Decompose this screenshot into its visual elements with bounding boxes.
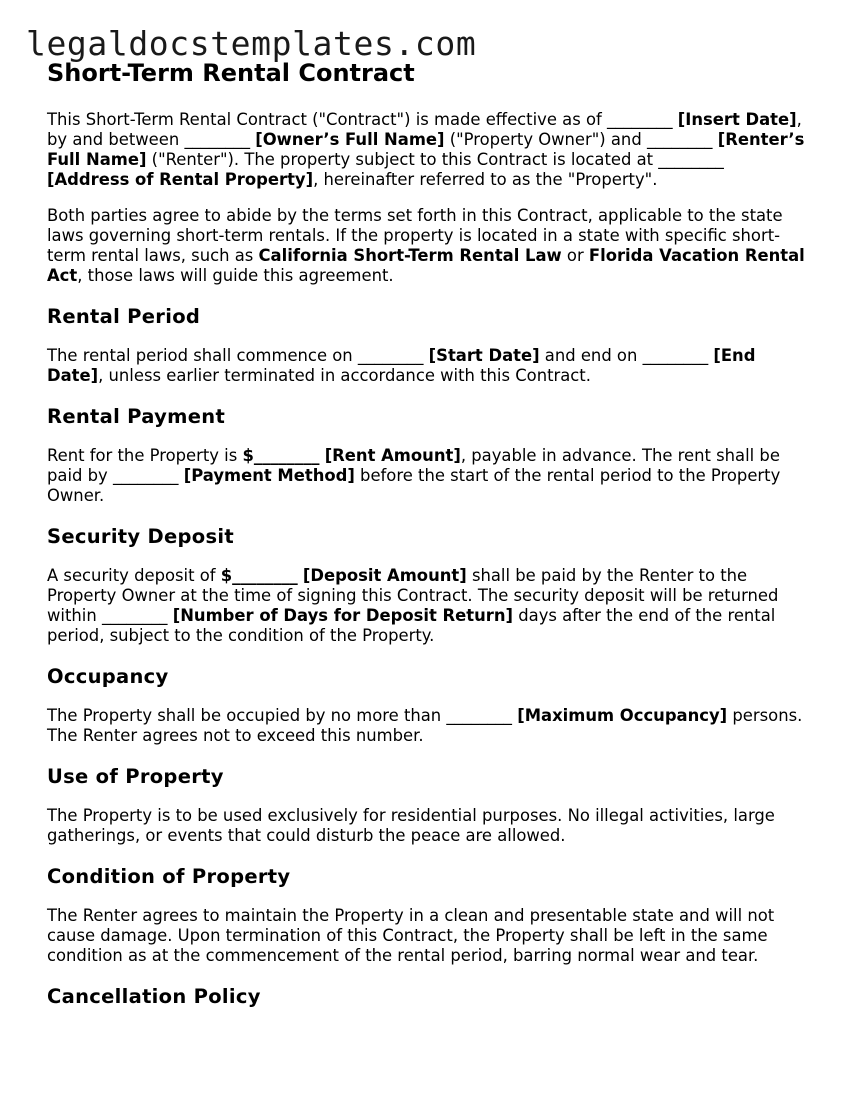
- section-cancellation-policy: [47, 984, 807, 1010]
- end-date-field: [End Date]: [47, 346, 756, 385]
- rent-amount-blank: $________: [242, 446, 320, 465]
- use-of-property-paragraph: The Property is to be used exclusively for residential purposes. No illegal activities, large gatherings, or events that could disturb the peace are allowed.: [47, 806, 775, 845]
- date-blank: ________: [606, 110, 673, 129]
- renter-name-blank: ________: [646, 130, 713, 149]
- max-occupancy-field: [Maximum Occupancy]: [517, 706, 728, 725]
- florida-law-name: Florida Vacation Rental Act: [47, 246, 805, 285]
- california-law-name: California Short-Term Rental Law: [258, 246, 562, 265]
- section-rental-period: [47, 304, 807, 386]
- address-blank: ________: [658, 150, 724, 169]
- address-field: [Address of Rental Property]: [47, 170, 314, 189]
- payment-method-blank: ________: [112, 466, 179, 485]
- section-use-of-property: [47, 764, 807, 846]
- deposit-amount-field: [Deposit Amount]: [302, 566, 467, 585]
- section-security-deposit: [47, 524, 807, 646]
- rental-payment-heading: Rental Payment: [47, 405, 226, 428]
- use-of-property-heading: Use of Property: [47, 765, 224, 788]
- end-date-blank: ________: [642, 346, 709, 365]
- contract-document: [47, 56, 807, 1010]
- section-occupancy: [47, 664, 807, 746]
- occupancy-heading: Occupancy: [47, 665, 169, 688]
- cancellation-policy-heading: Cancellation Policy: [47, 985, 261, 1008]
- security-deposit-paragraph: A security deposit of $________ [Deposit Amount] shall be paid by the Renter to the Property Owner at the time of signing this Contract. The security deposit will be returned within ________ [Number of Days for Deposit Return] days after the end of the rental period, subject to the condition of the Property.: [47, 566, 779, 645]
- security-deposit-heading: Security Deposit: [47, 525, 235, 548]
- rent-amount-field: [Rent Amount]: [324, 446, 461, 465]
- renter-name-field: [Renter’s Full Name]: [47, 130, 805, 169]
- rental-period-paragraph: The rental period shall commence on ________ [Start Date] and end on ________ [End Date], unless earlier terminated in accordance with this Contract.: [47, 346, 756, 385]
- deposit-days-field: [Number of Days for Deposit Return]: [172, 606, 514, 625]
- max-occupancy-blank: ________: [446, 706, 512, 725]
- site-watermark: legaldocstemplates.com: [26, 24, 477, 63]
- document-title: Short-Term Rental Contract: [47, 59, 415, 87]
- start-date-blank: ________: [357, 346, 424, 365]
- deposit-amount-blank: $________: [220, 566, 298, 585]
- rental-payment-paragraph: Rent for the Property is $________ [Rent Amount], payable in advance. The rent shall be paid by ________ [Payment Method] before the start of the rental period to the Property Owner.: [47, 446, 781, 505]
- rental-period-heading: Rental Period: [47, 305, 201, 328]
- payment-method-field: [Payment Method]: [183, 466, 355, 485]
- occupancy-paragraph: The Property shall be occupied by no more than ________ [Maximum Occupancy] persons. The Renter agrees not to exceed this number.: [47, 706, 803, 745]
- section-rental-payment: [47, 404, 807, 506]
- intro-paragraph: This Short-Term Rental Contract ("Contract") is made effective as of ________ [Insert Date], by and between ________ [Owner’s Full Name] ("Property Owner") and ________ [Renter’s Full Name] ("Renter"). The property subject to this Contract is located at ________ [Address of Rental Property], hereinafter referred to as the "Property".: [47, 110, 805, 189]
- condition-of-property-heading: Condition of Property: [47, 865, 291, 888]
- governing-laws-paragraph: Both parties agree to abide by the terms set forth in this Contract, applicable to the state laws governing short-term rentals. If the property is located in a state with specific short-term rental laws, such as California Short-Term Rental Law or Florida Vacation Rental Act, those laws will guide this agreement.: [47, 206, 805, 285]
- condition-of-property-paragraph: The Renter agrees to maintain the Property in a clean and presentable state and will not cause damage. Upon termination of this Contract, the Property shall be left in the same condition as at the commencement of the rental period, barring normal wear and tear.: [47, 906, 775, 965]
- owner-name-blank: ________: [184, 130, 251, 149]
- deposit-days-blank: ________: [101, 606, 168, 625]
- owner-name-field: [Owner’s Full Name]: [255, 130, 445, 149]
- insert-date-field: [Insert Date]: [677, 110, 797, 129]
- start-date-field: [Start Date]: [428, 346, 540, 365]
- section-condition-of-property: [47, 864, 807, 966]
